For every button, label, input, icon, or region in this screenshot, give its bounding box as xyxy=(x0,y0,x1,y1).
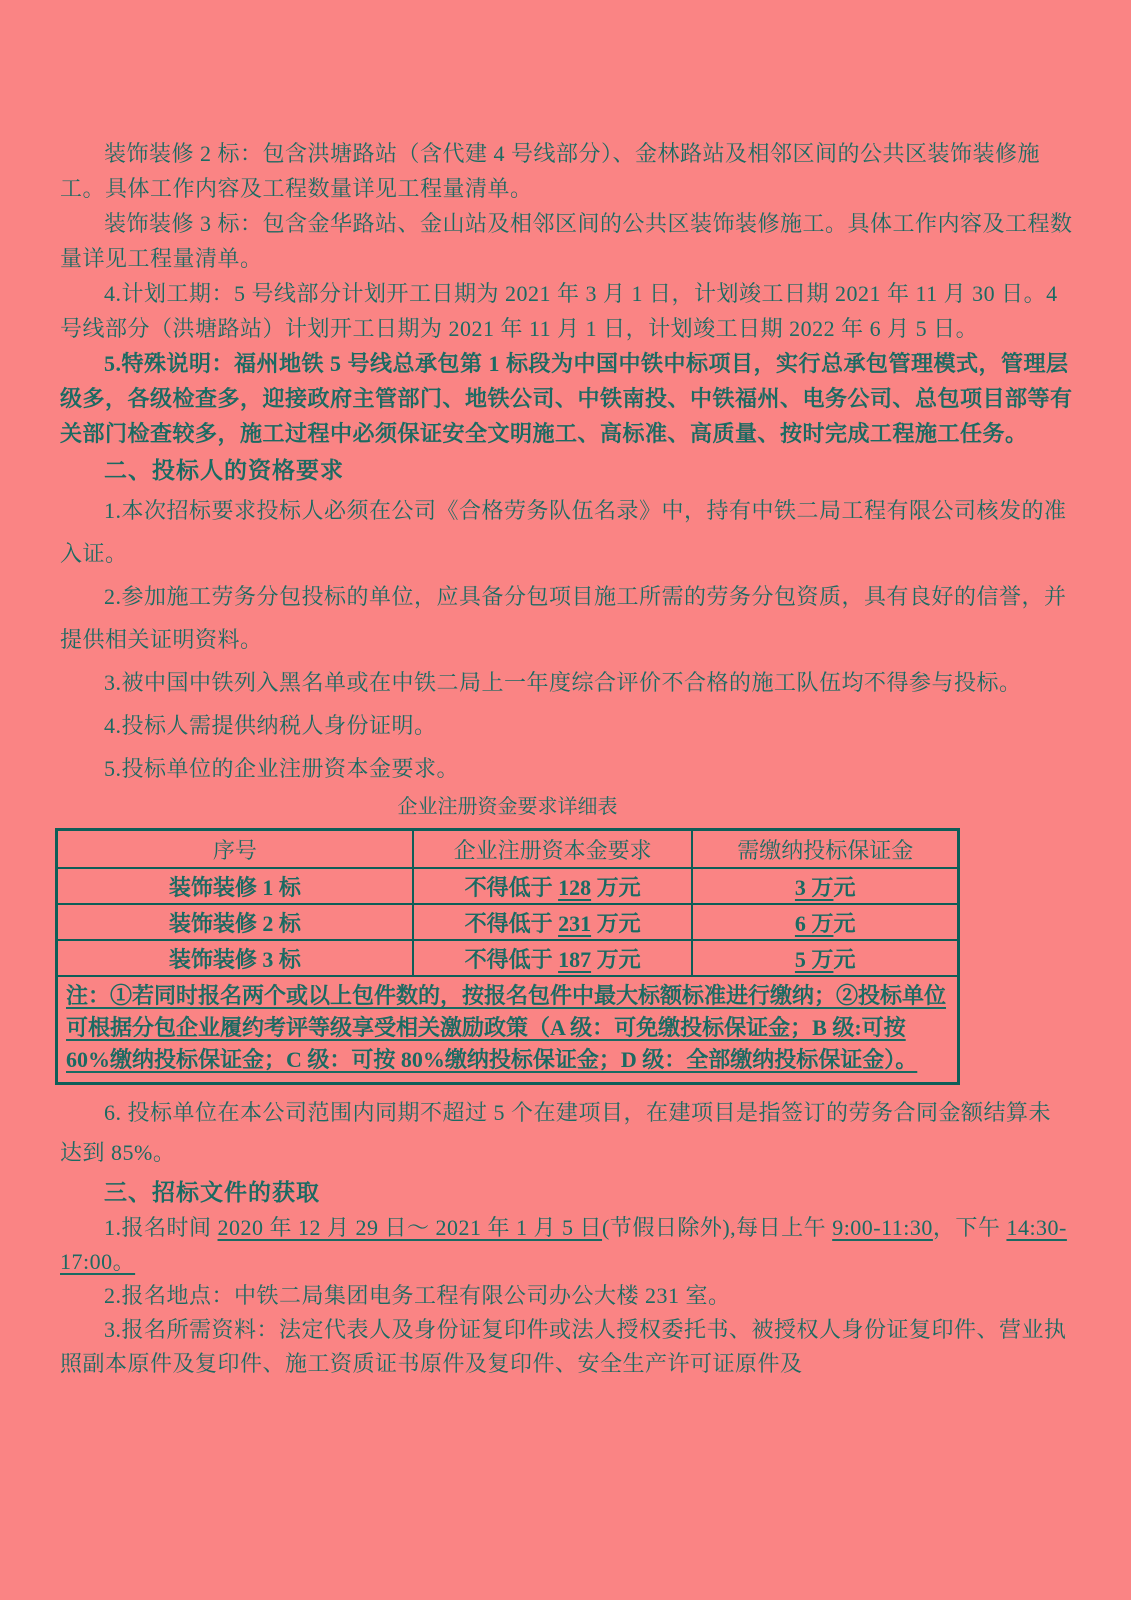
registration-materials-item: 3.报名所需资料：法定代表人及身份证复印件或法人授权委托书、被授权人身份证复印件、营业执照副本原件及复印件、施工资质证书原件及复印件、安全生产许可证原件及 xyxy=(60,1317,1067,1376)
bid-deposit-suffix: 元 xyxy=(833,874,856,900)
capital-requirement-amount: 231 xyxy=(558,910,592,936)
qualification-item-5: 5.投标单位的企业注册资本金要求。 xyxy=(104,756,460,781)
registration-location-item: 2.报名地点：中铁二局集团电务工程有限公司办公大楼 231 室。 xyxy=(104,1283,731,1308)
cell-package-name: 装饰装修 3 标 xyxy=(57,940,413,976)
table-header-seq: 序号 xyxy=(57,830,413,869)
cell-capital-requirement xyxy=(413,904,693,940)
bid-deposit-amount: 5 万 xyxy=(794,946,834,972)
capital-requirement-prefix: 不得低于 xyxy=(464,910,559,936)
bid-deposit-amount: 3 万 xyxy=(794,874,834,900)
section-heading-document-acquisition: 三、招标文件的获取 xyxy=(104,1180,320,1205)
capital-requirement-suffix: 万元 xyxy=(591,874,641,900)
qualification-item-6: 6. 投标单位在本公司范围内同期不超过 5 个在建项目，在建项目是指签订的劳务合同金额结算未达到 85%。 xyxy=(60,1100,1052,1165)
table-header-capital-requirement: 企业注册资本金要求 xyxy=(413,830,693,869)
registration-afternoon-hours: 14:30-17:00。 xyxy=(60,1215,1067,1274)
qualification-item-3: 3.被中国中铁列入黑名单或在中铁二局上一年度综合评价不合格的施工队伍均不得参与投标。 xyxy=(104,670,1022,695)
paragraph-planned-schedule: 4.计划工期：5 号线部分计划开工日期为 2021 年 3 月 1 日，计划竣工日期 2021 年 11 月 30 日。4 号线部分（洪塘路站）计划开工日期为 2021 年 11 月 1 日，计划竣工日期 2022 年 6 月 5 日。 xyxy=(60,281,1058,341)
paragraph-package3-scope: 装饰装修 3 标：包含金华路站、金山站及相邻区间的公共区装饰装修施工。具体工作内容及工程数量详见工程量清单。 xyxy=(60,211,1073,271)
qualification-item-2: 2.参加施工劳务分包投标的单位，应具备分包项目施工所需的劳务分包资质，具有良好的信誉，并提供相关证明资料。 xyxy=(60,584,1067,652)
table-note-row xyxy=(57,976,959,1084)
cell-bid-deposit xyxy=(692,940,958,976)
capital-requirement-amount: 128 xyxy=(558,874,592,900)
cell-capital-requirement xyxy=(413,940,693,976)
registration-date-range: 2020 年 12 月 29 日～ 2021 年 1 月 5 日 xyxy=(217,1215,603,1240)
table-header-bid-deposit: 需缴纳投标保证金 xyxy=(692,830,958,869)
cell-package-name: 装饰装修 1 标 xyxy=(57,868,413,904)
section-heading-bidder-qualifications: 二、投标人的资格要求 xyxy=(104,458,344,483)
table-row xyxy=(57,940,959,976)
table-note: 注：①若同时报名两个或以上包件数的，按报名包件中最大标额标准进行缴纳；②投标单位可根据分包企业履约考评等级享受相关激励政策（A 级：可免缴投标保证金；B 级:可按 60%缴纳投标保证金；C 级：可按 80%缴纳投标保证金；D 级：全部缴纳投标保证金）。 xyxy=(57,976,959,1084)
table-header-row xyxy=(57,830,959,869)
qualification-item-1: 1.本次招标要求投标人必须在公司《合格劳务队伍名录》中，持有中铁二局工程有限公司核发的准入证。 xyxy=(60,498,1067,566)
capital-requirement-prefix: 不得低于 xyxy=(464,946,559,972)
registration-time-note: (节假日除外),每日上午 xyxy=(602,1215,833,1240)
capital-requirement-suffix: 万元 xyxy=(591,910,641,936)
bid-deposit-suffix: 元 xyxy=(833,946,856,972)
capital-requirement-prefix: 不得低于 xyxy=(464,874,559,900)
registered-capital-table xyxy=(55,828,960,1085)
registration-time-item xyxy=(60,1211,1073,1279)
cell-package-name: 装饰装修 2 标 xyxy=(57,904,413,940)
document-content xyxy=(60,136,1073,1381)
bid-deposit-suffix: 元 xyxy=(833,910,856,936)
bid-deposit-amount: 6 万 xyxy=(794,910,834,936)
qualification-item-4: 4.投标人需提供纳税人身份证明。 xyxy=(104,713,437,738)
paragraph-package2-scope: 装饰装修 2 标：包含洪塘路站（含代建 4 号线部分）、金林路站及相邻区间的公共区装饰装修施工。具体工作内容及工程数量详见工程量清单。 xyxy=(60,141,1041,201)
cell-bid-deposit xyxy=(692,904,958,940)
table-row xyxy=(57,868,959,904)
cell-bid-deposit xyxy=(692,868,958,904)
table-row xyxy=(57,904,959,940)
capital-requirement-amount: 187 xyxy=(558,946,592,972)
table-title: 企业注册资金要求详细表 xyxy=(397,796,618,818)
paragraph-special-notes: 5.特殊说明：福州地铁 5 号线总承包第 1 标段为中国中铁中标项目，实行总承包管理模式，管理层级多，各级检查多，迎接政府主管部门、地铁公司、中铁南投、中铁福州、电务公司、总包项目部等有关部门检查较多，施工过程中必须保证安全文明施工、高标准、高质量、按时完成工程施工任务。 xyxy=(60,351,1073,446)
registration-time-label: 1.报名时间 xyxy=(104,1215,218,1240)
registration-morning-hours: 9:00-11:30 xyxy=(832,1215,933,1240)
capital-requirement-suffix: 万元 xyxy=(591,946,641,972)
cell-capital-requirement xyxy=(413,868,693,904)
registration-time-separator: ，下午 xyxy=(932,1215,1007,1240)
